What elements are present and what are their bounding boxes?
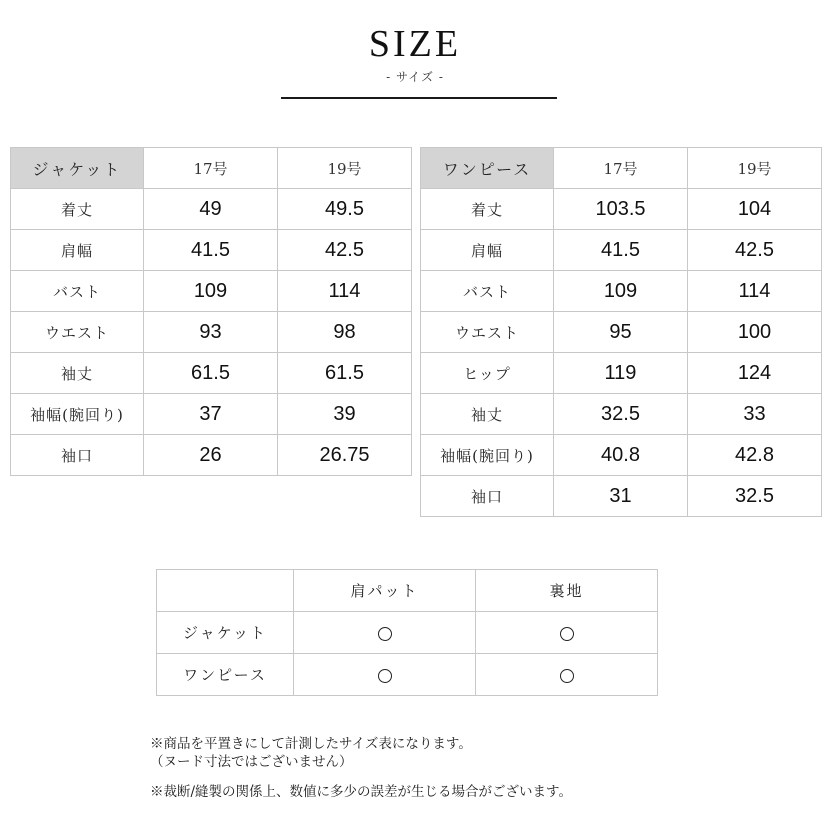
table-row — [421, 394, 822, 435]
features-table — [156, 569, 658, 696]
cell-value: 114 — [688, 271, 822, 312]
table-row — [11, 189, 412, 230]
row-label: ワンピース — [157, 654, 294, 696]
table-row — [11, 271, 412, 312]
table-row — [11, 394, 412, 435]
jacket-size-table — [10, 147, 412, 476]
cell-value: 109 — [144, 271, 278, 312]
corner-cell — [157, 570, 294, 612]
lining-cell — [476, 654, 658, 696]
row-label: 着丈 — [11, 189, 144, 230]
cell-value: 95 — [554, 312, 688, 353]
title-underline — [281, 97, 557, 99]
row-label: バスト — [11, 271, 144, 312]
size-header-19: 19号 — [278, 148, 412, 189]
cell-value: 61.5 — [278, 353, 412, 394]
page-subtitle: - サイズ - — [386, 70, 444, 84]
cell-value: 42.5 — [688, 230, 822, 271]
row-label: 袖口 — [421, 476, 554, 517]
note-line-2: （ヌード寸法ではございません） — [150, 754, 353, 770]
table-header-row — [421, 148, 822, 189]
table-row — [421, 189, 822, 230]
row-label: 肩幅 — [421, 230, 554, 271]
lining-header: 裏地 — [476, 570, 658, 612]
cell-value: 61.5 — [144, 353, 278, 394]
table-header-row — [157, 570, 658, 612]
jacket-header-label: ジャケット — [11, 148, 144, 189]
table-row — [11, 312, 412, 353]
table-row — [421, 476, 822, 517]
circle-mark-icon — [560, 627, 574, 641]
note-line-1: ※商品を平置きにして計測したサイズ表になります。 — [150, 736, 472, 752]
table-row — [157, 612, 658, 654]
table-header-row — [11, 148, 412, 189]
table-row — [421, 435, 822, 476]
cell-value: 41.5 — [554, 230, 688, 271]
cell-value: 33 — [688, 394, 822, 435]
lining-cell — [476, 612, 658, 654]
row-label: 肩幅 — [11, 230, 144, 271]
table-row — [421, 312, 822, 353]
cell-value: 49.5 — [278, 189, 412, 230]
cell-value: 98 — [278, 312, 412, 353]
notes — [150, 735, 750, 801]
row-label: 着丈 — [421, 189, 554, 230]
size-header-19: 19号 — [688, 148, 822, 189]
row-label: 袖幅(腕回り) — [421, 435, 554, 476]
cell-value: 40.8 — [554, 435, 688, 476]
note-line-3: ※裁断/縫製の関係上、数値に多少の誤差が生じる場合がございます。 — [150, 784, 572, 800]
row-label: ウエスト — [11, 312, 144, 353]
cell-value: 119 — [554, 353, 688, 394]
cell-value: 32.5 — [688, 476, 822, 517]
row-label: 袖口 — [11, 435, 144, 476]
cell-value: 42.8 — [688, 435, 822, 476]
cell-value: 42.5 — [278, 230, 412, 271]
cell-value: 124 — [688, 353, 822, 394]
cell-value: 39 — [278, 394, 412, 435]
cell-value: 37 — [144, 394, 278, 435]
shoulder-pad-cell — [294, 654, 476, 696]
shoulder-pad-header: 肩パット — [294, 570, 476, 612]
size-header-17: 17号 — [554, 148, 688, 189]
circle-mark-icon — [378, 627, 392, 641]
circle-mark-icon — [560, 669, 574, 683]
cell-value: 114 — [278, 271, 412, 312]
table-row — [11, 353, 412, 394]
cell-value: 104 — [688, 189, 822, 230]
row-label: 袖幅(腕回り) — [11, 394, 144, 435]
row-label: バスト — [421, 271, 554, 312]
cell-value: 26.75 — [278, 435, 412, 476]
onepiece-size-table — [420, 147, 822, 517]
table-row — [421, 353, 822, 394]
table-row — [157, 654, 658, 696]
onepiece-header-label: ワンピース — [421, 148, 554, 189]
row-label: ウエスト — [421, 312, 554, 353]
row-label: ジャケット — [157, 612, 294, 654]
circle-mark-icon — [378, 669, 392, 683]
size-header-17: 17号 — [144, 148, 278, 189]
table-row — [421, 271, 822, 312]
row-label: 袖丈 — [421, 394, 554, 435]
row-label: 袖丈 — [11, 353, 144, 394]
cell-value: 49 — [144, 189, 278, 230]
shoulder-pad-cell — [294, 612, 476, 654]
table-row — [11, 435, 412, 476]
cell-value: 103.5 — [554, 189, 688, 230]
cell-value: 26 — [144, 435, 278, 476]
cell-value: 31 — [554, 476, 688, 517]
cell-value: 109 — [554, 271, 688, 312]
table-row — [421, 230, 822, 271]
cell-value: 32.5 — [554, 394, 688, 435]
cell-value: 41.5 — [144, 230, 278, 271]
page-title: SIZE — [368, 23, 462, 65]
row-label: ヒップ — [421, 353, 554, 394]
table-row — [11, 230, 412, 271]
cell-value: 93 — [144, 312, 278, 353]
cell-value: 100 — [688, 312, 822, 353]
